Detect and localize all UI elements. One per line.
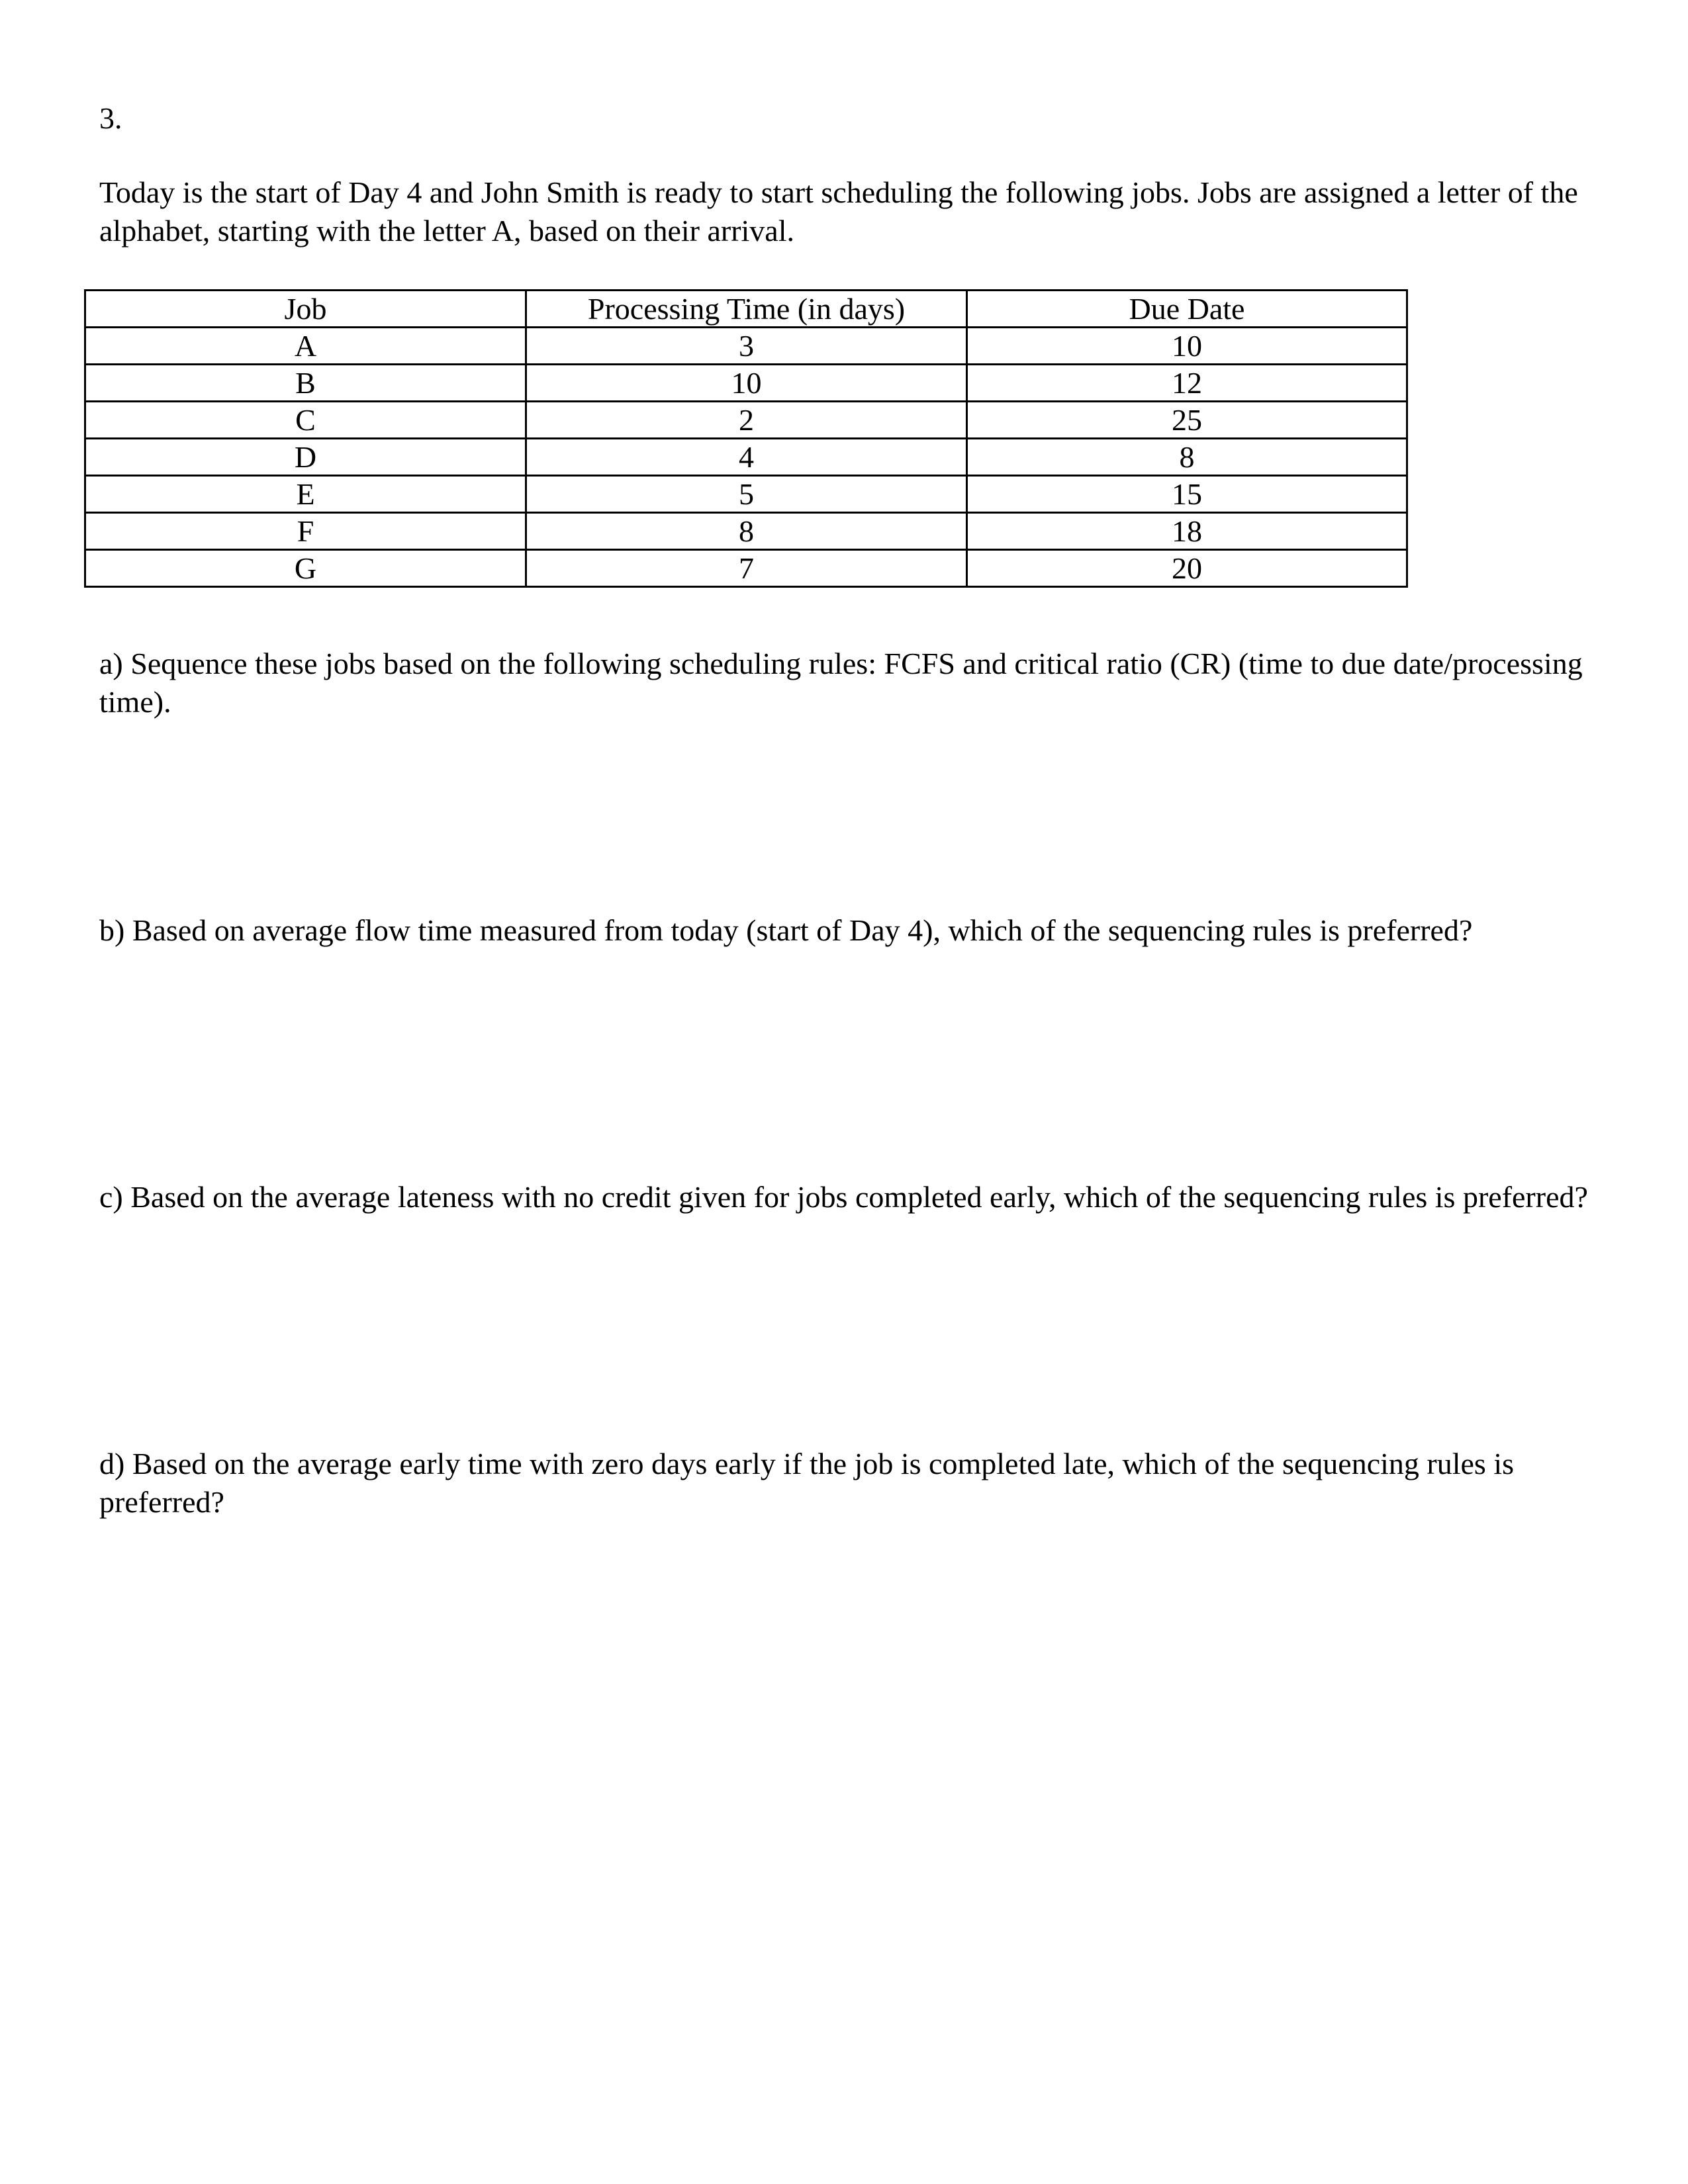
question-c: c) Based on the average lateness with no credit given for jobs completed early, which of the sequencing rules is preferred? [99,1180,1588,1214]
due-date-cell: 15 [967,476,1407,513]
table-row [85,550,1407,587]
intro-paragraph: Today is the start of Day 4 and John Smith is ready to start scheduling the following jobs. Jobs are assigned a letter of the alphabet, starting with the letter A, based on their arrival. [99,175,1578,248]
due-date-cell: 12 [967,365,1407,402]
processing-time-cell: 4 [526,439,967,476]
job-cell: F [85,513,526,550]
processing-time-cell: 2 [526,402,967,439]
header-processing-time: Processing Time (in days) [526,291,967,328]
processing-time-cell: 10 [526,365,967,402]
job-cell: E [85,476,526,513]
table-row [85,439,1407,476]
processing-time-cell: 7 [526,550,967,587]
table-row [85,476,1407,513]
question-d: d) Based on the average early time with zero days early if the job is completed late, which of the sequencing rules is preferred? [99,1447,1515,1519]
job-cell: C [85,402,526,439]
question-a: a) Sequence these jobs based on the following scheduling rules: FCFS and critical ratio (CR) (time to due date/processing time). [99,647,1583,719]
due-date-cell: 8 [967,439,1407,476]
job-cell: B [85,365,526,402]
processing-time-cell: 3 [526,328,967,365]
due-date-cell: 10 [967,328,1407,365]
table-row [85,402,1407,439]
processing-time-cell: 5 [526,476,967,513]
job-cell: A [85,328,526,365]
problem-number: 3. [99,101,122,135]
table-row [85,328,1407,365]
processing-time-cell: 8 [526,513,967,550]
job-cell: D [85,439,526,476]
header-job: Job [85,291,526,328]
table-row [85,365,1407,402]
table-header-row [85,291,1407,328]
question-b: b) Based on average flow time measured from today (start of Day 4), which of the sequencing rules is preferred? [99,913,1473,947]
table-row [85,513,1407,550]
jobs-table [84,289,1408,588]
job-cell: G [85,550,526,587]
due-date-cell: 18 [967,513,1407,550]
due-date-cell: 25 [967,402,1407,439]
due-date-cell: 20 [967,550,1407,587]
header-due-date: Due Date [967,291,1407,328]
